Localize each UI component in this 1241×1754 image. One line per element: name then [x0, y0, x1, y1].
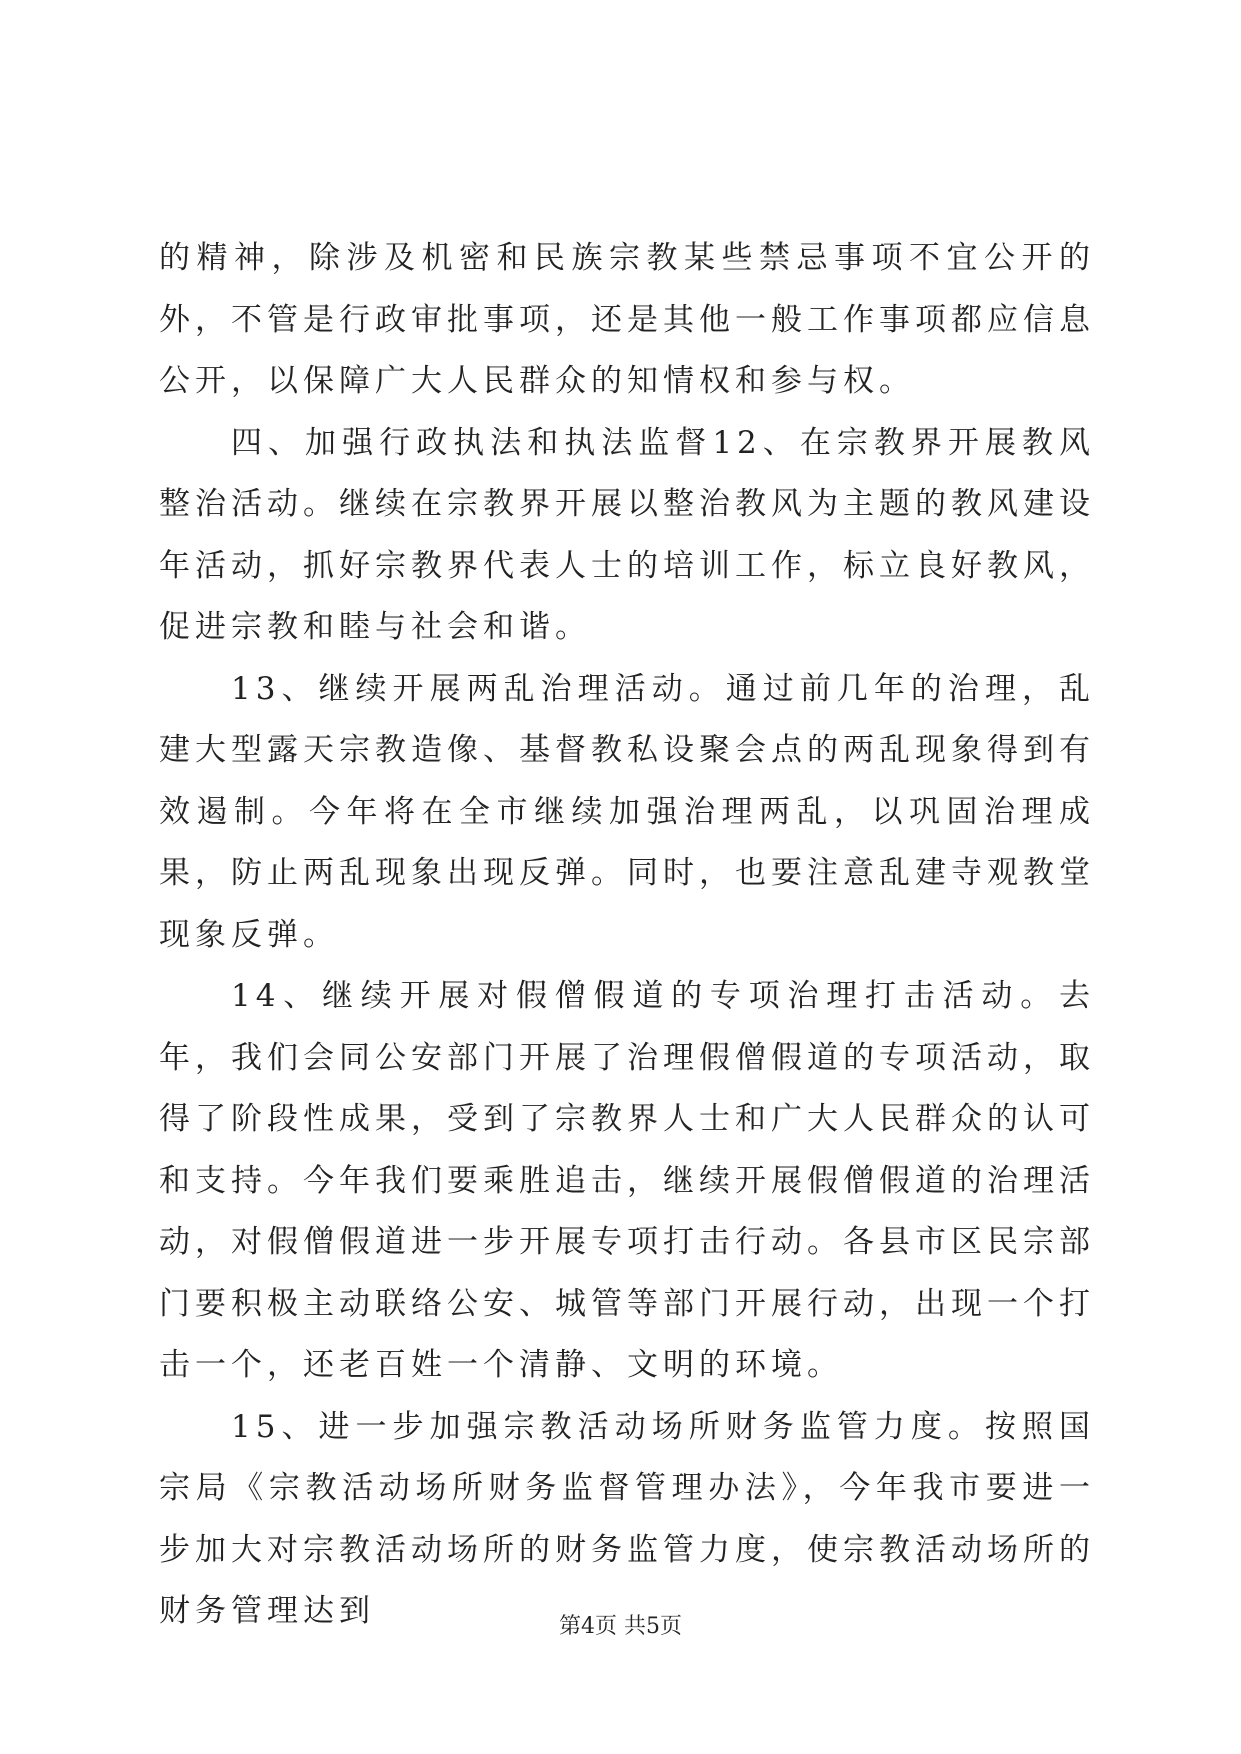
- paragraph-item-13: 13、继续开展两乱治理活动。通过前几年的治理，乱建大型露天宗教造像、基督教私设聚会点的两乱现象得到有效遏制。今年将在全市继续加强治理两乱，以巩固治理成果，防止两乱现象出现反弹。同时，也要注意乱建寺观教堂现象反弹。: [159, 670, 1095, 953]
- paragraph-item-15: 15、进一步加强宗教活动场所财务监管力度。按照国宗局《宗教活动场所财务监督管理办法》，今年我市要进一步加大对宗教活动场所的财务监管力度，使宗教活动场所的财务管理达到: [159, 1408, 1095, 1629]
- paragraph-item-14: 14、继续开展对假僧假道的专项治理打击活动。去年，我们会同公安部门开展了治理假僧假道的专项活动，取得了阶段性成果，受到了宗教界人士和广大人民群众的认可和支持。今年我们要乘胜追击，继续开展假僧假道的治理活动，对假僧假道进一步开展专项打击行动。各县市区民宗部门要积极主动联络公安、城管等部门开展行动，出现一个打击一个，还老百姓一个清静、文明的环境。: [159, 978, 1095, 1383]
- body-text: [159, 228, 1095, 1643]
- page-number-footer: 第4页 共5页: [559, 1614, 682, 1639]
- paragraph-section-four: 四、加强行政执法和执法监督12、在宗教界开展教风整治活动。继续在宗教界开展以整治教风为主题的教风建设年活动，抓好宗教界代表人士的培训工作，标立良好教风，促进宗教和睦与社会和谐。: [159, 424, 1095, 645]
- paragraph-continuation: 的精神，除涉及机密和民族宗教某些禁忌事项不宜公开的外，不管是行政审批事项，还是其他一般工作事项都应信息公开，以保障广大人民群众的知情权和参与权。: [159, 240, 1095, 399]
